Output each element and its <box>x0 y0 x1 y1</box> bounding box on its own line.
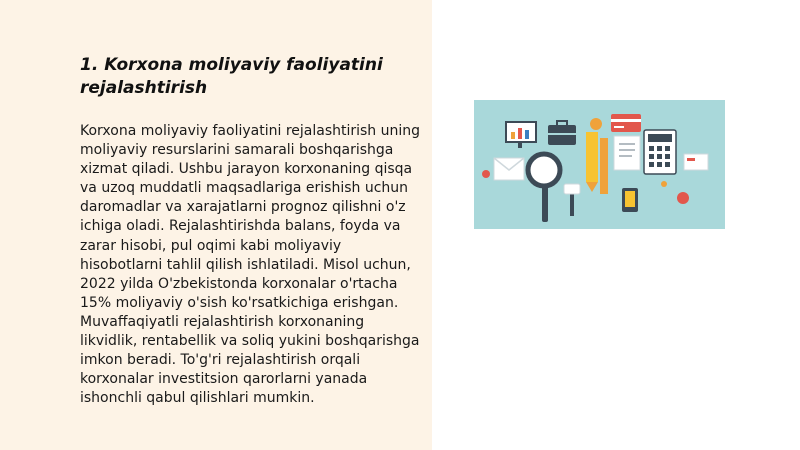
smartphone-icon <box>622 188 638 212</box>
coin-icon <box>590 118 602 130</box>
card-icon <box>684 154 708 170</box>
calculator-icon <box>644 130 676 174</box>
envelope-icon <box>494 158 524 180</box>
slide-body-text: Korxona moliyaviy faoliyatini rejalashtirish uning moliyaviy resurslarini samarali boshqarishga xizmat qiladi. Ushbu jarayon korxonaning qisqa va uzoq muddatli maqsadlariga erishish uchun daromadlar va xarajatlarni prognoz qilishni o'z ichiga oladi. Rejalashtirishda balans, foyda va zarar hisobi, pul oqimi kabi moliyaviy hisobotlarni tahlil qilish ishlatiladi. Misol uchun, 2022 yilda O'zbekistonda korxonalar o'rtacha 15% moliyaviy o'sish ko'rsatkichiga erishgan. Muvaffaqiyatli rejalashtirish korxonaning likvidlik, rentabellik va soliq yukini boshqarishga imkon beradi. To'g'ri rejalashtirish orqali korxonalar investitsion qarorlarni yanada ishonchli qabul qilishlari mumkin. <box>80 123 421 407</box>
finance-illustration <box>474 100 725 229</box>
document-icon <box>614 136 640 170</box>
credit-card-icon <box>611 114 641 132</box>
slide-title: 1. Korxona moliyaviy faoliyatini rejalashtirish <box>80 55 383 98</box>
